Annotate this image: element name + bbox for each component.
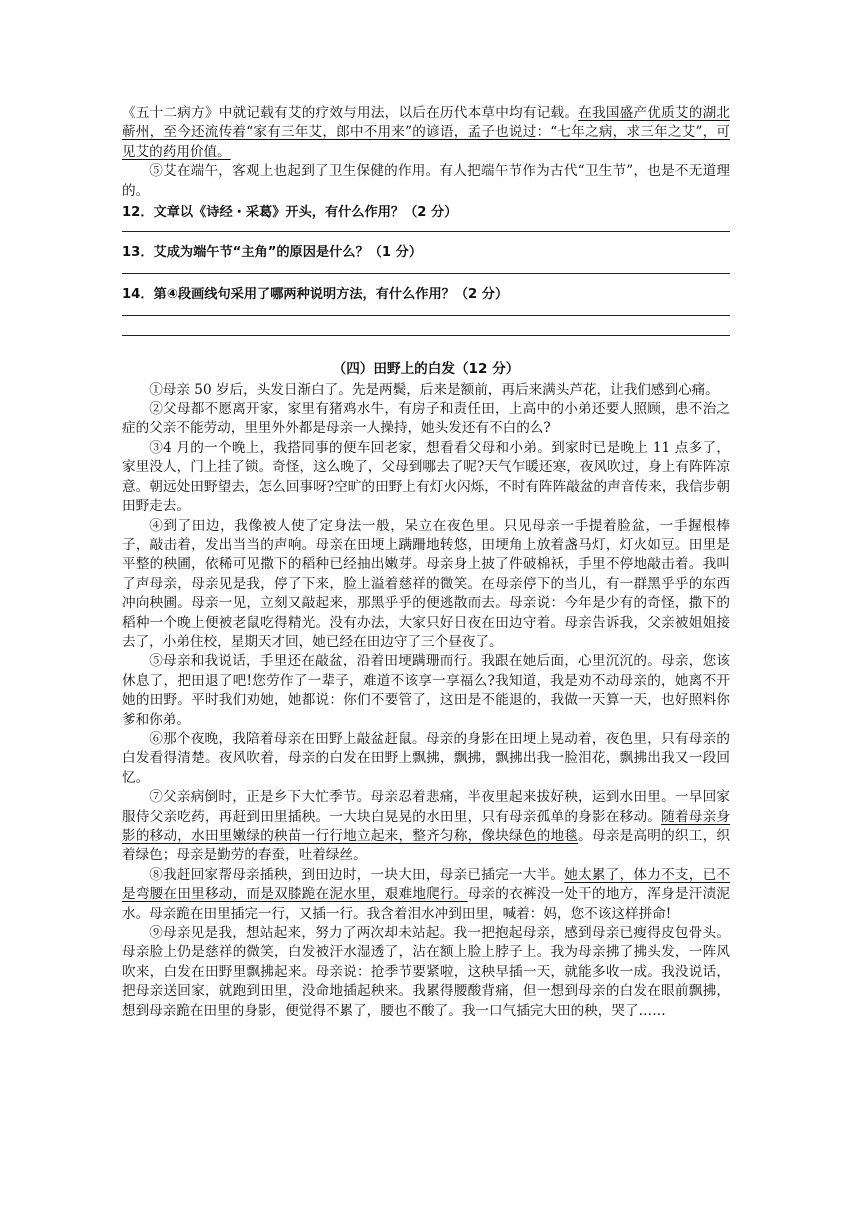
answer-line-12[interactable] (122, 231, 730, 232)
passage4-title: （四）田野上的白发（12 分） (332, 361, 520, 378)
question-13: 13．艾成为端午节“主角”的原因是什么？（1 分） (122, 245, 423, 261)
paragraph-text: ⑧我赶回家帮母亲插秧，到田边时，一块大田，母亲已插完一大半。 (149, 866, 565, 883)
underlined-sentence: 随着母亲身影的移动，水田里嫩绿的秧苗一行行地立起来，整齐匀称，像块绿色的地毯 (122, 808, 731, 844)
passage4-paragraph-5: ⑤母亲和我说话，手里还在敲盆，沿着田埂蹒珊而行。我跟在她后面，心里沉沉的。母亲，您该休息了，把田退了吧!您劳作了一辈子，难道不该享一享福么?我知道，我是劝不动母亲的，她离不开她的田野。平时我们劝她，她都说：你们不要管了，这田是不能退的，我做一天算一天，也好照料你爹和你弟。 (122, 653, 730, 728)
answer-line-14a[interactable] (122, 315, 730, 316)
paragraph-text: 。母亲是高明的织工，织着绿色；母亲是勤劳的春蚕，吐着绿丝。 (122, 828, 730, 864)
question-14: 14．第④段画线句采用了哪两种说明方法，有什么作用？（2 分） (122, 286, 509, 302)
passage4-paragraph-9: ⑨母亲见是我，想站起来，努力了两次却未站起。我一把抱起母亲，感到母亲已瘦得皮包骨头。母亲脸上仍是慈祥的微笑，白发被汗水湿透了，沾在额上脸上脖子上。我为母亲拂了拂头发，一阵风吹来，白发在田野里飘拂起来。母亲说：抢季节要紧啦，这秧早插一天，就能多收一成。我没说话，把母亲送回家，就跑到田里，没命地插起秧来。我累得腰酸背痛，但一想到母亲的白发在眼前飘拂，想到母亲跪在田里的身影，便觉得不累了，腰也不酸了。我一口气插完大田的秧，哭了…… (122, 925, 730, 1019)
passage4-paragraph-4: ④到了田边，我像被人使了定身法一般，呆立在夜色里。只见母亲一手提着脸盆，一手握根棒子，敲击着，发出当当的声响。母亲在田埂上蹒跚地转悠，田埂角上放着盏马灯，灯火如豆。田里是平整的秧圃，依稀可见撒下的稻种已经抽出嫩芽。母亲身上披了件破棉袄，手里不停地敲击着。我叫了声母亲，母亲见是我，停了下来，脸上溢着慈祥的微笑。在母亲停下的当儿，有一群黑乎乎的东西冲向秧圃。母亲一见，立刻又敲起来，那黑乎乎的便逃散而去。母亲说：今年是少有的奇怪，撒下的稻种一个晚上便被老鼠吃得精光。没有办法，大家只好日夜在田边守着。母亲告诉我，父亲被姐姐接去了，小弟住校，星期天才回，她已经在田边守了三个昼夜了。 (122, 517, 730, 650)
passage3-paragraph-4-end (122, 104, 730, 162)
passage3-paragraph-5: ⑤艾在端午，客观上也起到了卫生保健的作用。有人把端午节作为古代“卫生节”，也是不无道理的。 (122, 163, 730, 199)
paragraph-text: 《五十二病方》中就记载有艾的疗效与用法，以后在历代本草中均有记载。 (122, 105, 579, 121)
answer-line-14b[interactable] (122, 335, 730, 336)
paragraph-text: ⑦父亲病倒时，正是乡下大忙季节。母亲忍着悲痛，半夜里起来拔好秧，运到水田里。一早回家服侍父亲吃药，再赶到田里插秧。一大块白晃晃的水田里，只有母亲孤单的身影在移动。 (122, 789, 730, 825)
passage4-paragraph-7 (122, 788, 730, 866)
passage4-paragraph-2: ②父母都不愿离开家，家里有猪鸡水牛，有房子和责任田，上高中的小弟还要人照顾，患不治之症的父亲不能劳动，里里外外都是母亲一人操持，她头发还有不白的么? (122, 401, 730, 437)
underlined-sentence: 她太累了，体力不支，已不是弯腰在田里移动，而是双膝跪在泥水里，艰难地爬行。 (122, 866, 731, 903)
passage4-paragraph-6: ⑥那个夜晚，我陪着母亲在田野上敲盆赶鼠。母亲的身影在田埂上晃动着，夜色里，只有母亲的白发看得清楚。夜风吹着，母亲的白发在田野上飘拂，飘拂，飘拂出我一脸泪花，飘拂出我又一段回忆。 (122, 730, 730, 786)
passage4-paragraph-3: ③4 月的一个晚上，我搭同事的便车回老家，想看看父母和小弟。到家时已是晚上 11 点多了，家里没人，门上挂了锁。奇怪，这么晚了，父母到哪去了呢?天气乍暖还寒，夜风吹过，身上有阵阵凉意。朝远处田野望去，怎么回事呀?空旷的田野上有灯火闪烁，不时有阵阵敲盆的声音传来，我信步朝田野走去。 (122, 439, 730, 515)
document-page (122, 104, 730, 1021)
answer-line-13[interactable] (122, 273, 730, 274)
paragraph-text: 母亲的衣裤没一处干的地方，浑身是汗渍泥水。母亲跪在田里插完一行，又插一行。我含着泪水冲到田里，喊着：妈，您不该这样拼命! (122, 886, 731, 922)
passage4-paragraph-1: ①母亲 50 岁后，头发日渐白了。先是两鬓，后来是额前，再后来满头芦花，让我们感到心痛。 (149, 381, 719, 398)
underlined-sentence: 在我国盛产优质艾的湖北蕲州，至今还流传着“家有三年艾，郎中不用来”的谚语，孟子也说过：“七年之病，求三年之艾”，可见艾的药用价值。 (122, 105, 730, 160)
passage4-paragraph-8 (122, 866, 730, 924)
question-12: 12．文章以《诗经・采葛》开头，有什么作用？（2 分） (122, 205, 458, 221)
